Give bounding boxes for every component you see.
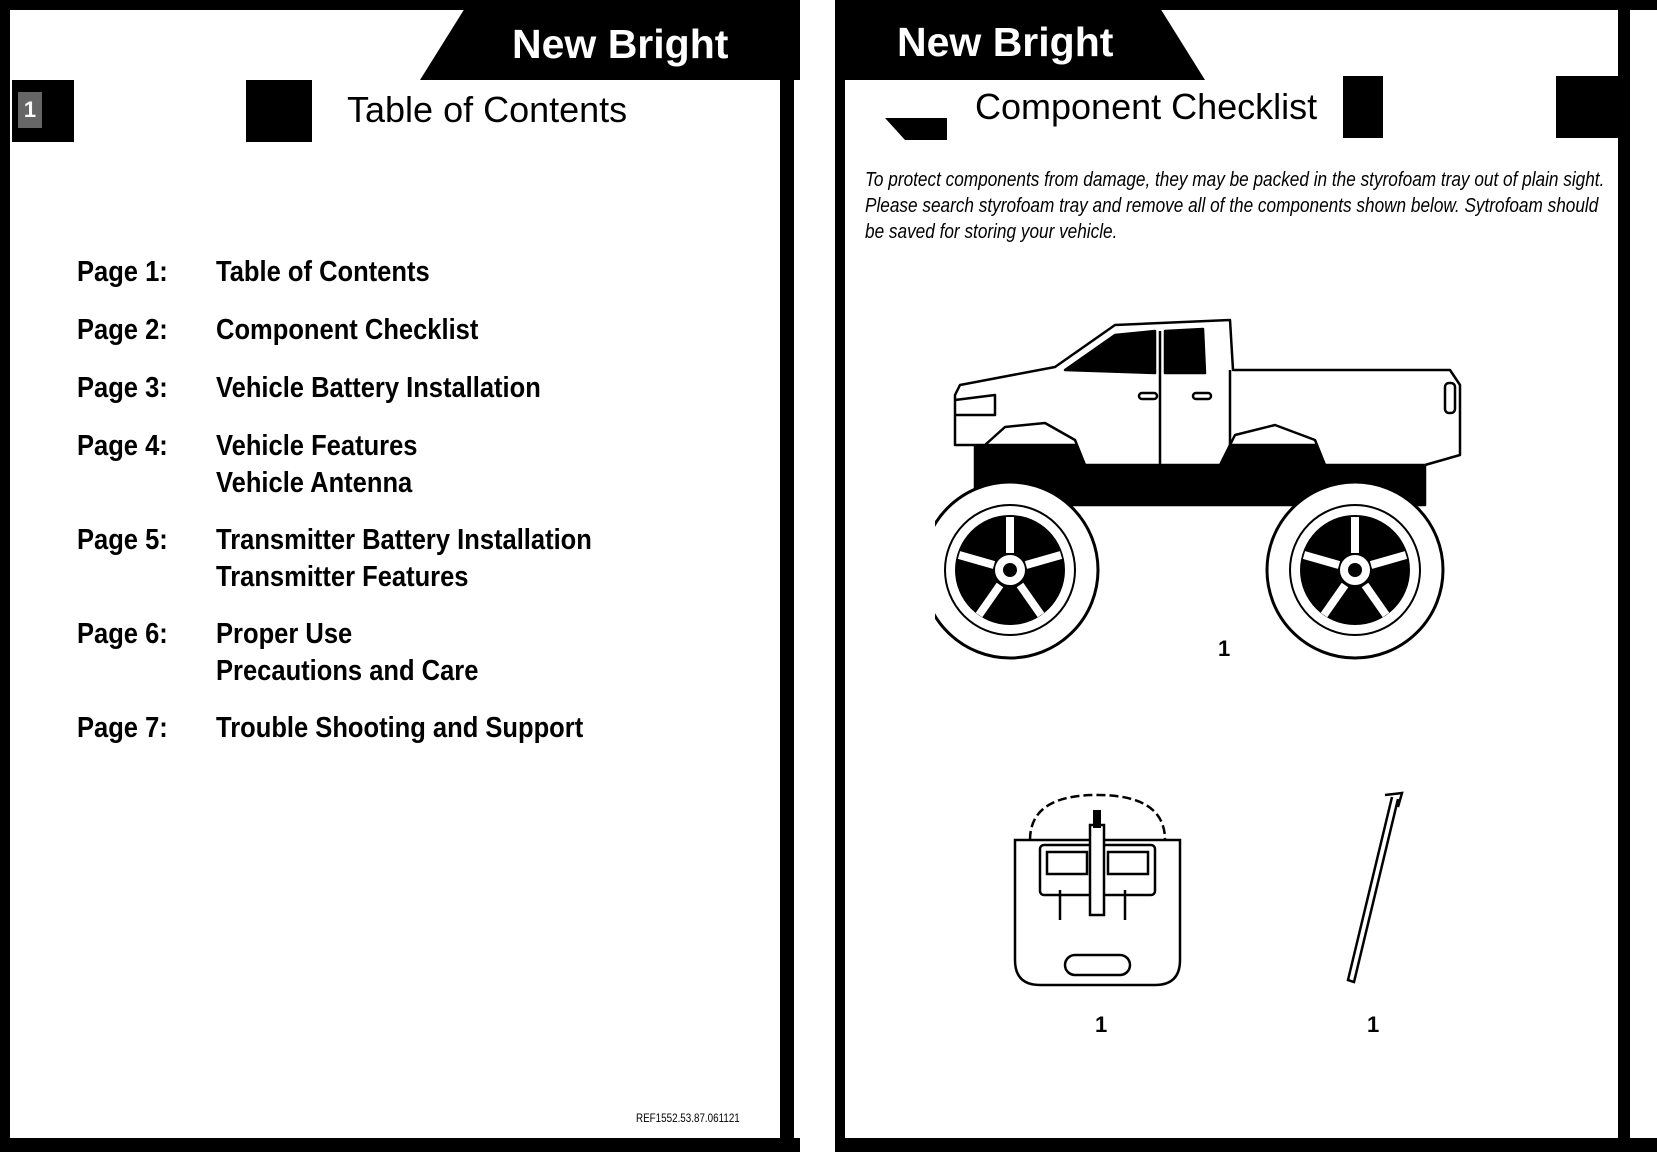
toc-entry: Transmitter Features xyxy=(216,561,469,593)
toc-page-label: Page 4: xyxy=(77,430,168,462)
title-marker xyxy=(246,80,312,142)
page-number-badge xyxy=(12,80,74,142)
intro-text: To protect components from damage, they may be packed in the styrofoam tray out of plain sight. Please search styrofoam tray and remove all of the components shown below. Sytrofoam should be saved for storing your vehicle. xyxy=(865,169,1605,243)
left-page xyxy=(0,0,800,1152)
frame-right xyxy=(780,70,794,1152)
truck-wheel-rear xyxy=(1267,482,1443,658)
toc-entry: Vehicle Features xyxy=(216,430,418,462)
reference-code: REF1552.53.87.061121 xyxy=(636,1111,740,1125)
frame-left xyxy=(0,0,10,1152)
title-left-marker xyxy=(885,118,947,140)
antenna-quantity: 1 xyxy=(1367,1012,1380,1037)
toc-entry: Precautions and Care xyxy=(216,655,479,687)
title-marker xyxy=(1343,76,1383,138)
transmitter-quantity: 1 xyxy=(1095,1012,1108,1037)
page-title: Component Checklist xyxy=(975,86,1318,127)
toc-page-label: Page 1: xyxy=(77,256,168,288)
edge-marker xyxy=(1556,76,1622,138)
toc-entry: Transmitter Battery Installation xyxy=(216,524,592,556)
toc-page-label: Page 6: xyxy=(77,618,168,650)
page-number: 1 xyxy=(18,92,42,128)
toc-entry: Vehicle Battery Installation xyxy=(216,372,541,404)
truck-wheel-front xyxy=(935,482,1098,658)
toc-entry: Trouble Shooting and Support xyxy=(216,712,584,744)
frame-bottom xyxy=(835,1138,1657,1152)
page-title: Table of Contents xyxy=(347,89,628,130)
toc-page-label: Page 3: xyxy=(77,372,168,404)
right-page xyxy=(835,0,1657,1152)
toc-entry: Vehicle Antenna xyxy=(216,467,413,499)
antenna-illustration xyxy=(1340,785,1410,995)
frame-bottom xyxy=(0,1138,800,1152)
truck-illustration xyxy=(935,315,1495,685)
toc-page-label: Page 5: xyxy=(77,524,168,556)
brand-logo: New Bright xyxy=(897,19,1114,65)
brand-logo: New Bright xyxy=(512,21,729,67)
frame-left xyxy=(835,0,845,1152)
toc-entry: Proper Use xyxy=(216,618,353,650)
toc-entry: Component Checklist xyxy=(216,314,479,346)
toc-page-label: Page 7: xyxy=(77,712,168,744)
toc-entry: Table of Contents xyxy=(216,256,430,288)
transmitter-illustration xyxy=(1005,790,1190,990)
truck-quantity: 1 xyxy=(1218,636,1231,661)
toc-page-label: Page 2: xyxy=(77,314,168,346)
